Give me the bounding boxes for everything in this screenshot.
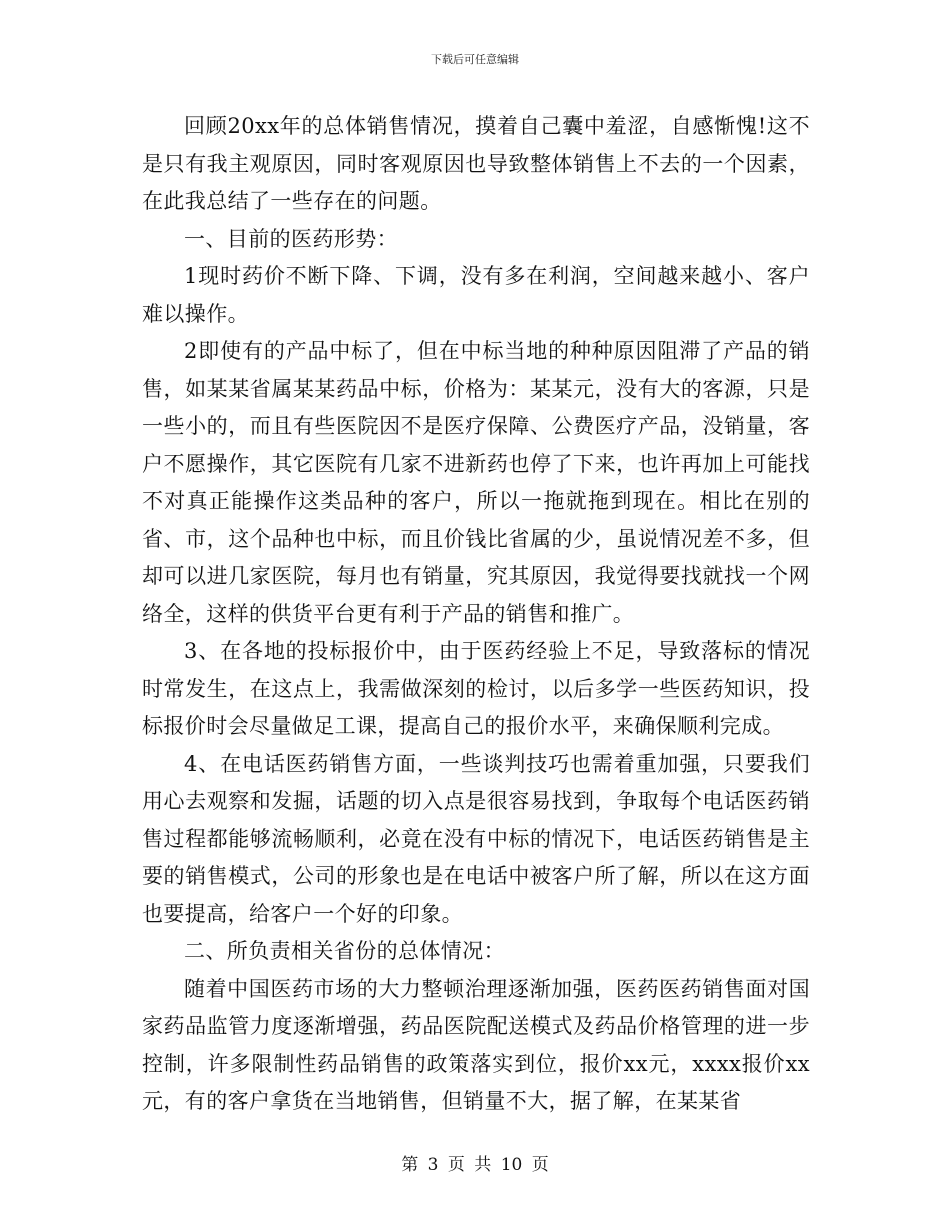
paragraph-point-1: 1现时药价不断下降、下调，没有多在利润，空间越来越小、客户难以操作。	[142, 264, 810, 326]
paragraph-point-3: 3、在各地的投标报价中，由于医药经验上不足，导致落标的情况时常发生，在这点上，我需做深刻的检讨，以后多学一些医药知识，投标报价时会尽量做足工课，提高自己的报价水平，来确保顺利完成。	[142, 639, 810, 738]
section-heading-2: 二、所负责相关省份的总体情况：	[184, 939, 505, 963]
page-number-footer: 第 3 页 共 10 页	[401, 1155, 549, 1175]
paragraph-market: 随着中国医药市场的大力整顿治理逐渐加强，医药医药销售面对国家药品监管力度逐渐增强，药品医院配送模式及药品价格管理的进一步控制，许多限制性药品销售的政策落实到位，报价xx元，xxxx报价xx元，有的客户拿货在当地销售，但销量不大，据了解，在某某省	[142, 976, 810, 1113]
document-body	[142, 108, 810, 1121]
section-heading-1: 一、目前的医药形势：	[184, 226, 398, 251]
page-header-note: 下载后可任意编辑	[431, 53, 519, 66]
paragraph-point-4: 4、在电话医药销售方面，一些谈判技巧也需着重加强，只要我们用心去观察和发掘，话题的切入点是很容易找到，争取每个电话医药销售过程都能够流畅顺利，必竟在没有中标的情况下，电话医药销售是主要的销售模式，公司的形象也是在电话中被客户所了解，所以在这方面也要提高，给客户一个好的印象。	[142, 751, 810, 926]
paragraph-point-2: 2即使有的产品中标了，但在中标当地的种种原因阻滞了产品的销售，如某某省属某某药品中标，价格为：某某元，没有大的客源，只是一些小的，而且有些医院因不是医疗保障、公费医疗产品，没销量，客户不愿操作，其它医院有几家不进新药也停了下来，也许再加上可能找不对真正能操作这类品种的客户，所以一拖就拖到现在。相比在别的省、市，这个品种也中标，而且价钱比省属的少，虽说情况差不多，但却可以进几家医院，每月也有销量，究其原因，我觉得要找就找一个网络全，这样的供货平台更有利于产品的销售和推广。	[142, 339, 810, 626]
paragraph-intro: 回顾20xx年的总体销售情况，摸着自己囊中羞涩，自感惭愧!这不是只有我主观原因，同时客观原因也导致整体销售上不去的一个因素，在此我总结了一些存在的问题。	[142, 114, 810, 213]
